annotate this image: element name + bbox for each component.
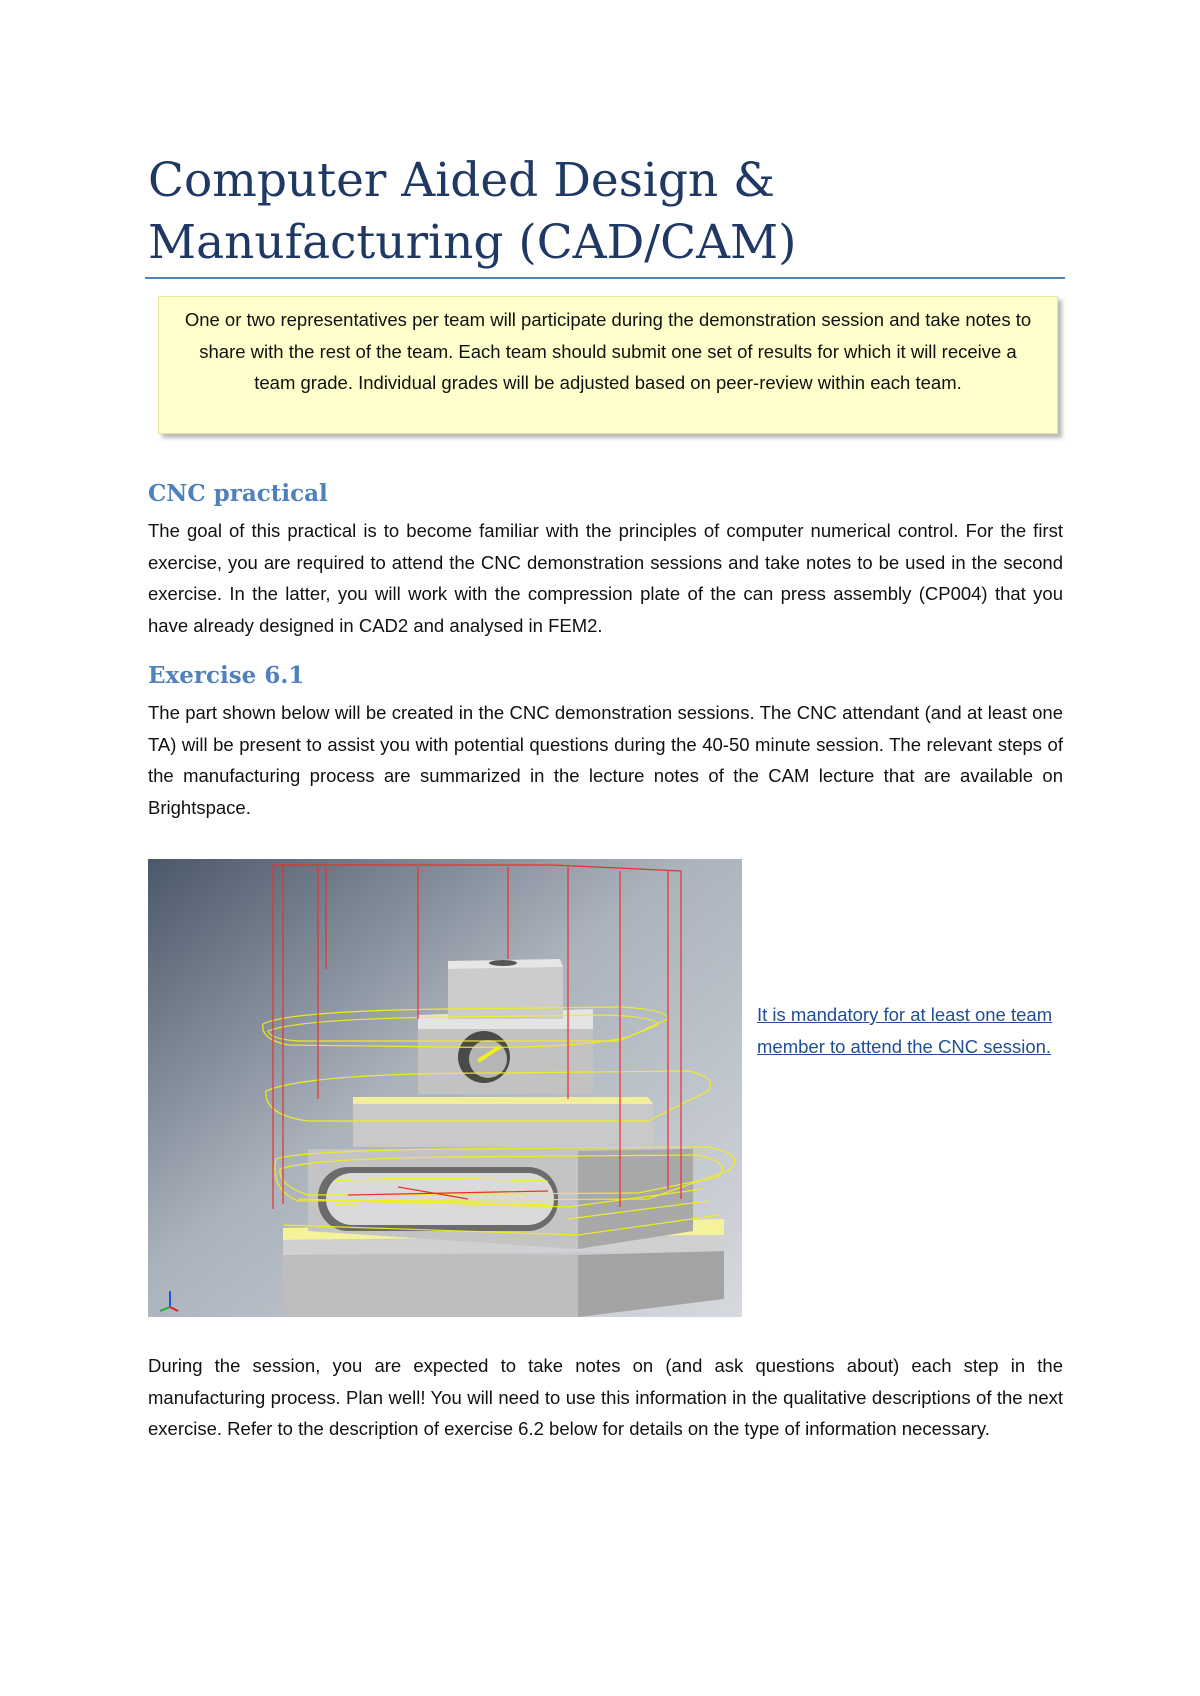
cnc-practical-heading: CNC practical — [148, 480, 328, 507]
team-note-box: One or two representatives per team will participate during the demonstration session and take notes to share with the rest of the team. Each team should submit one set of results for which it will receive a team grade. Individual grades will be adjusted based on peer-review within each team. — [158, 296, 1058, 434]
mandatory-attendance-note: It is mandatory for at least one team member to attend the CNC session. — [757, 1004, 1053, 1057]
session-notes-paragraph: During the session, you are expected to take notes on (and ask questions about) each step in the manufacturing process. Plan well! You will need to use this information in the qualitative descriptions of the next exercise. Refer to the description of exercise 6.2 below for details on the type of information necessary. — [148, 1355, 1063, 1439]
cnc-part-figure — [148, 859, 742, 1317]
title-line-2: Manufacturing (CAD/CAM) — [148, 215, 797, 270]
exercise-6-1-heading: Exercise 6.1 — [148, 662, 305, 689]
document-title — [148, 150, 1078, 274]
cnc-practical-paragraph: The goal of this practical is to become familiar with the principles of computer numerical control. For the first exercise, you are required to attend the CNC demonstration sessions and take notes to be used in the second exercise. In the latter, you will work with the compression plate of the can press assembly (CP004) that you have already designed in CAD2 and analysed in FEM2. — [148, 520, 1063, 636]
title-divider — [145, 277, 1065, 279]
exercise-6-1-paragraph: The part shown below will be created in the CNC demonstration sessions. The CNC attendant (and at least one TA) will be present to assist you with potential questions during the 40-50 minute session. The relevant steps of the manufacturing process are summarized in the lecture notes of the CAM lecture that are available on Brightspace. — [148, 702, 1063, 818]
title-line-1: Computer Aided Design & — [148, 153, 775, 208]
